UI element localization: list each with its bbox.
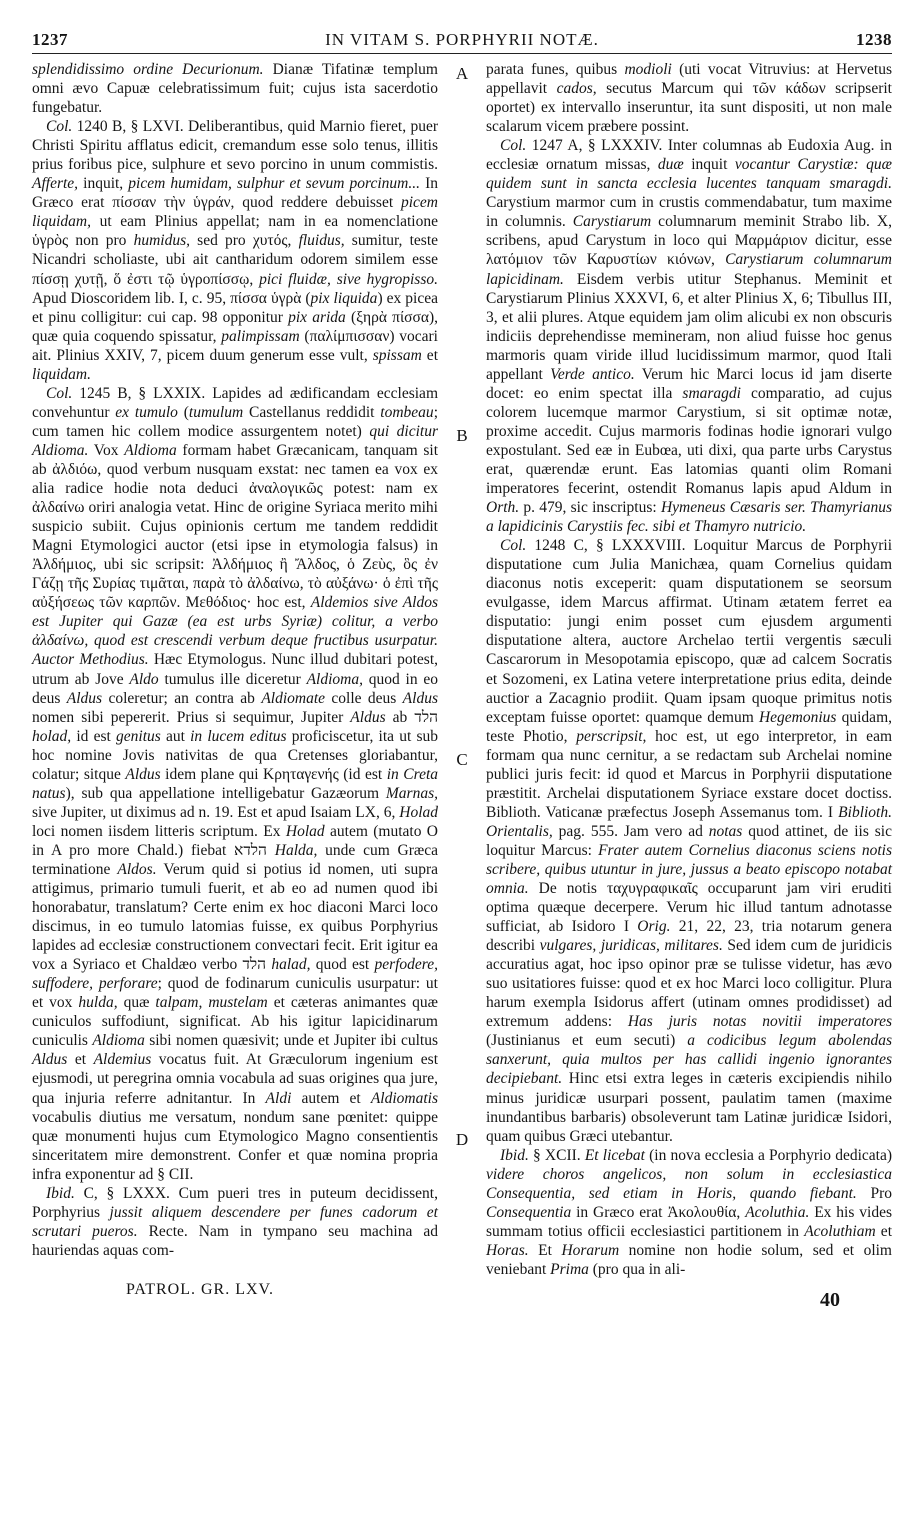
text-run: 1245 B, § LXXIX. Lapides ad ædificandam ecclesiam convehuntur [32,384,438,421]
volume-signature: PATROL. GR. LXV. [126,1281,275,1298]
right-paragraph [486,60,892,136]
text-run: Aldioma, [306,670,363,688]
text-run: idem plane qui Κρηταγενής (id est [160,765,387,783]
text-run: modioli [624,61,672,78]
text-run: Horarum [561,1241,620,1259]
text-run: Prima [550,1260,589,1278]
text-run: Pro [856,1184,892,1202]
text-run: halad, [271,956,311,974]
text-run: notas [708,822,743,840]
text-run: ( [177,403,189,421]
text-run: unde cum Græca terminatione [32,841,438,878]
left-paragraph [32,1184,438,1260]
text-run: comparatio, ad cujus colorem lucemque marmor Carystium, si sit optimæ notæ, proxime accedit. Cujus marmoris fodinas hodie ignorari vulgo expostulant. Sed eæ in Eubœa, uti dixi, qua parte urbs Carystus erat, quærendæ erunt. Eas latomias quanti olim Romani imperatores fecerint, ostendit Romanus lapis apud Aldum in [486,384,892,498]
text-run: loci nomen iisdem litteris scriptum. Ex [32,822,286,840]
text-run: humidus, [133,232,190,250]
text-columns [32,60,892,1279]
text-run: vocantur Carystiæ: quæ quidem sunt in sancta ecclesia lucentes tanquam smaragdi. [486,156,893,193]
text-run: Aldemius [93,1051,152,1069]
text-run: (Justinianus et eum secuti) [486,1032,688,1050]
margin-letter-a: A [455,64,469,83]
text-run: In Græco erat πίσσαν τὴν ὑγράν, quod reddere debuisset [32,175,438,212]
text-run: coleretur; an contra ab [102,689,262,707]
text-run: proficiscetur, ita ut sub hoc nomine Jovis nativitas de qua Cretenses gloriabantur, colatur; sitque [32,727,438,783]
text-run: 1247 A, § LXXXIV. Inter columnas ab Eudoxia Aug. in ecclesiæ ornatum missas, [486,137,892,174]
text-run: Apud Dioscoridem lib. I, c. 95, πίσσα ὑγρὰ ( [32,289,311,307]
text-run: cados, [556,80,597,98]
text-run: nomen sibi pepererit. Prius si sequimur, Jupiter [32,708,351,726]
text-run: genitus [116,727,161,745]
text-run: Aldemios sive Aldos est Jupiter qui Gazæ (ea est urbs Syriæ) colitur, a verbo ἀλδαίνω, quod est crescendi verbum deque fructibus usurpatur. Auctor Methodius. [32,594,439,669]
text-run: Halda, [274,841,318,859]
text-run: Aldos. [117,860,157,878]
text-run: spissam [372,346,422,364]
text-run: Frater autem Cornelius diaconus sciens notis scribere, quibus utuntur in jure, jussus a beato episcopo notabat omnia. [486,841,892,898]
text-run: Col. [46,384,73,402]
text-run: Aldus [66,689,103,707]
text-run: vulgares, juridicas, militares. [539,937,723,955]
text-run: in lucem editus [190,727,287,745]
text-run: ex tumulo [115,403,178,421]
text-run: Consequentia [486,1203,572,1221]
text-run: Orth. [486,499,520,517]
text-run: et [875,1222,892,1240]
text-run: Carystium marmor cum in crustis commendabatur, tum maxime in columnis. [486,194,892,231]
text-run: sive Jupiter, ut diximus ad n. 19. Est et apud Isaiam LX, 6, [32,803,400,821]
text-run: jussit aliquem descendere per funes cadorum et scrutari pueros. [32,1203,438,1240]
text-run: palimpissam [221,327,300,345]
text-run: Holad [285,822,325,840]
text-run: Hegemonius [758,708,837,726]
text-run: hulda, [78,994,118,1012]
text-run: Et licebat [584,1146,645,1164]
text-run: holad, [32,727,72,745]
text-run: Aldus [32,1051,68,1069]
text-run: Recte. Nam in tympano seu machina ad hauriendas aquas com- [32,1222,438,1259]
left-paragraph [32,384,438,1184]
text-run: 1240 B, § LXVI. Deliberantibus, quid Marnio fieret, puer Christi Spiritu afflatus edicit, cremandum esse solo tenus, illitis prius foribus pice, sulphure et sevo porcino in unum commistis. [32,118,438,174]
text-run: aut [160,727,191,745]
text-run: autem et [291,1089,371,1107]
text-run: perfodere, suffodere, perforare [32,956,438,993]
text-run: splendidissimo ordine Decurionum. [32,61,264,78]
margin-letters [451,60,473,1279]
text-run: Ibid. [46,1184,75,1202]
text-run: sumitur, teste Nicandri scholiaste, ubi ait cantharidum odorem similem esse πίσσῃ χυτῇ, ὅ ἐστι τῷ ὑγροπίσσῳ, [32,232,439,288]
text-run: (παλίμπισσαν) vocari ait. Plinius XXIV, 7, picem duum generum esse vult, [32,327,438,364]
text-run: autem (mutato O in A pro more Chald.) fiebat הלדא [32,822,439,859]
right-paragraph [486,136,892,536]
right-paragraph [486,536,892,1146]
text-run: (pro qua in ali- [588,1260,686,1278]
text-run: Verum quid si potius id nomen, uti supra attigimus, primario tumuli fuerit, et ab eo ad numen quod ibi honorabatur, translatum? Certe enim ex hoc diaconi Marci loco discimus, in eo tumulo latomias fuisse, ex quibus Porphyrius lapides ad ecclesiæ constructionem convectari fecit. Erit igitur ea vox a Syriaco et Chaldæo verbo הלד [32,860,438,974]
text-run: quæ [117,994,156,1012]
text-run: nomine non hodie solum, sed et olim veniebant [486,1241,892,1278]
text-run: ab הלד [385,708,438,726]
text-run: Hymeneus Cæsaris ser. Thamyrianus a lapidicinis Carystiis fec. sibi et Thamyro nutricio. [486,499,892,536]
text-run: Aldiomatis [370,1089,439,1107]
text-run: hoc est, ut ego interpretor, in eam formam qua nunc cernitur, a se redactam sub Archelai nomine publici juris fecit: id quod et Marcus in Porphyrii disputatione præstitit. Archelai disputationem Syriace exstare docet doctiss. Biblioth. Vaticanæ præfectus Joseph Assemanus tom. I [486,727,892,821]
right-column [486,60,892,1279]
text-run: 21, 22, 23, tria notarum genera describi [486,918,893,955]
text-run: § XCII. [528,1146,585,1164]
text-run: ) ex picea et pinu colligitur: cui cap. 98 opponitur [32,289,438,326]
text-run: pici fluidæ, sive hygropisso. [259,270,438,288]
text-run: pag. 555. Jam vero ad [552,822,709,840]
left-paragraph [32,60,438,117]
text-run: Verum hic Marci locus id jam diserte docet: eo enim spectat illa [486,365,892,402]
text-run: Horas. [486,1241,529,1259]
text-run: Orig. [637,918,671,936]
text-run: 1248 C, § LXXXVIII. Loquitur Marcus de Porphyrii disputatione cum Julia Manichæa, quam Cornelius quidam diaconus notis exceperit: quam disputationem se seorsum evulgasse, idem Marcus affirmat. Utinam ætatem ferret ea disputatio: jungi enim posset cum ejusdem argumenti disputatione altera, auctore Archelao tertii vergentis sæculi Cascarorum in Mesopotamia episcopo, quæ ad calcem Socratis et Sozomeni, ex Latina vetere interpretatione prius edita, deinde auctior a Zacagnio prodiit. Quam ipsam quoque primitus notis exceptam fuisse oportet: quamque demum [486,537,892,726]
text-run: Sed idem cum de juridicis accuratius agat, hoc ipso opinor præ se tulisse videtur, has ævo suo usitatiores fuisse: quod et ex hoc Marci loco colligitur. Plura harum exempla Isidorus affert (utinam omnes prodidisset) ad extremum addens: [486,937,892,1031]
text-run: quod est [310,956,375,974]
text-run: vocatus fuit. At Græculorum ingenium est ejusmodi, ut peregrina omnia vocabula ad suas origines qua jure, qua injuria referre adnitantur. In [32,1051,438,1107]
text-run: Marnas, [385,784,438,802]
text-run: Carystiarum [572,213,652,231]
text-run: Aldioma [124,441,177,459]
text-run: tumulum [188,403,244,421]
text-run: quod attinet, de iis sic loquitur Marcus: [486,822,892,859]
text-run: tumulus ille diceretur [158,670,307,688]
text-run: duæ [657,156,684,174]
text-run: parata funes, quibus [486,61,625,78]
text-run: Castellanus reddidit [243,403,381,421]
text-run: ), sub qua appellatione intelligebatur Gazæorum [65,784,386,802]
text-run: smaragdi [682,384,741,402]
text-run: ; cum tamen hic collem modice assurgentem notet) [32,403,438,440]
text-run: Verde antico. [550,365,635,383]
text-run: videre choros angelicos, non solum in ecclesiastica Consequentia, sed etiam in Horis, quando fiebant. [486,1165,892,1202]
text-run: p. 479, sic inscriptus: [519,499,661,517]
text-run: perscripsit, [576,727,647,745]
running-header [32,30,892,54]
signature-number: 40 [820,1289,840,1311]
text-run: secutus Marcum qui τῶν κάδων scripserit oportet) ex intervallo inseruntur, ita sunt dispositi, ut non male scalarum vicem præbere possint. [486,80,892,136]
text-run: Aldioma [92,1032,145,1050]
text-run: Aldiomate [261,689,326,707]
text-run: ut eam Plinius appellat; nam in ea nomenclatione ὑγρὸς non pro [32,213,438,250]
column-number-right: 1238 [855,30,892,49]
text-run: pix liquida [310,289,378,307]
text-run: C, § LXXX. Cum pueri tres in puteum decidissent, Porphyrius [32,1184,438,1221]
text-run: (uti vocat Vitruvius: at Hervetus appellavit [486,61,892,98]
text-run: Aldi [265,1089,292,1107]
text-run: qui dicitur Aldioma. [32,422,438,459]
text-run: et [67,1051,94,1069]
text-run: formam habet Græcanicam, tanquam sit ab ἀλδιόω, quod verbum nusquam exstat: nec tamen ea vox ex alia radice hodie nota deduci ἀναλογικῶς potest: nam ex ἀλδαίνω oriri analogia vetat. Hinc de origine Syriaca merito mihi suspicio subiit. Cujus opinionis certum me tandem reddidit Magni Etymologici auctor (etsi ipse in etymologia falsus) in Ἀλδήμιος, ubi sic scripsit: Ἀλδήμιος ἢ Ἄλδος, ὁ Ζεὺς, ὃς ἐν Γάζῃ τῆς Συρίας τιμᾶται, παρὰ τὸ ἀλδαίνω, τὸ αὐξάνω· ὁ ἐπὶ τῆς αὐξήσεως τῶν καρπῶν. Μεθόδιος· hoc est, [32,441,438,612]
text-run: quod in eo deus [32,670,439,707]
text-run: Col. [500,137,527,155]
left-paragraph [32,117,438,384]
text-run: Col. [500,537,527,555]
text-run: Et [528,1241,562,1259]
text-run: inquit [683,156,735,174]
text-run: (ξηρὰ πίσσα), quæ quia coquendo spissatur, [32,308,438,345]
text-run: Ex his vides summam totius officii ecclesiastici partitionem in [486,1203,892,1240]
margin-letter-b: B [456,426,468,445]
text-run: Has juris notas novitii imperatores [627,1013,892,1031]
text-run: Eisdem verbis utitur Stephanus. Meminit et Carystiarum Plinius XXXVI, 6, et alter Plinius X, 6; Tibullus III, 3, et alii plures. Atque equidem jam olim alicubi ex non obscuris indiciis deprehendisse memineram, non aliud fuisse hoc genus marmoris quam viride illud lucidissimum marmor, quod Itali appellant [486,270,892,383]
text-run: inquit, [78,175,129,193]
text-run: Aldus [350,708,386,726]
text-run: et cæteras animantes quæ cuniculos suffodiunt, significat. Ab his igitur lapicidinarum cuniculis [32,994,439,1050]
text-run: in Græco erat Ἀκολουθία, [571,1203,746,1221]
text-run: Col. [46,118,73,136]
text-run: quidam, teste Photio, [486,708,892,745]
text-run: id est [71,727,117,745]
text-run: Carystiarum columnarum lapicidinam. [486,251,892,288]
text-run: Afferte, [32,175,79,193]
text-run: vocabulis diutius me versatum, nondum sane pœnitet: quippe quæ monumenti hujus cum Etymologico Magno consentientis sinceritatem mire demonstrent. Confer et quæ nomina propria infra exponentur ad § CII. [32,1108,438,1183]
text-run: a codicibus legum abolendas sanxerunt, quia multos per has callidi ingenio ignorantes decipiebant. [486,1032,892,1088]
text-run: ; quod de fodinarum cuniculis usurpatur: ut et vox [32,975,438,1012]
text-run: Acoluthiam [804,1222,876,1240]
text-run: fluidus, [298,232,345,250]
text-run: et [421,346,438,364]
text-run: picem liquidam, [32,194,438,231]
right-paragraph [486,1146,892,1279]
text-run: Vox [88,441,125,459]
text-run: columnarum meminit Strabo lib. X, scribens, apud Carystum in loco qui Μαρμάριον dicitur, esse λατόμιον τῶν Καρυστίων κιόνων, [486,213,893,269]
text-run: Acoluthia. [745,1203,810,1221]
text-run: talpam, mustelam [155,994,268,1012]
text-run: Hinc etsi extra leges in cæteris excipiendis nihilo minus juridicæ usurpari possent, paulatim tamen (maxime inundantibus barbaris) obsoleverunt tam Latinæ juridicæ Isidori, quam quibus Græci utebantur. [486,1070,892,1145]
text-run: tombeau [380,403,434,421]
text-run: Dianæ Tifatinæ templum omni ævo Capuæ celebratissimum fuit; cujus ista sacerdotio fungebatur. [32,61,438,117]
text-run: Ibid. [500,1146,529,1164]
text-run: De notis ταχυγραφικαῖς occuparunt jam viri eruditi optima quæque decerpere. Verum hic illud tantum adnotasse sufficiat, ab Isidoro I [486,880,892,936]
column-number-left: 1237 [32,30,68,49]
margin-letter-c: C [456,750,468,769]
text-run: liquidam. [32,365,91,383]
text-run: pix arida [288,308,346,326]
text-run: in Creta natus [32,765,439,802]
text-run: picem humidam, sulphur et sevum porcinum... [128,175,420,193]
text-run: Aldus [402,689,438,707]
text-run: Biblioth. Orientalis, [486,803,892,840]
text-run: colle deus [325,689,403,707]
text-run: Holad [399,803,438,821]
left-column [32,60,438,1279]
page-footer [32,1279,892,1319]
text-run: (in nova ecclesia a Porphyrio dedicata) [644,1146,893,1164]
text-run: Aldo [129,670,159,688]
text-run: sed pro χυτός, [190,232,299,250]
running-title: IN VITAM S. PORPHYRII NOTÆ. [325,30,599,49]
text-run: Hæc Etymologus. Nunc illud dubitari potest, utrum ab Jove [32,651,438,688]
text-run: sibi nomen quæsivit; unde et Jupiter ibi cultus [144,1032,438,1050]
text-run: Aldus [125,765,161,783]
margin-letter-d: D [455,1130,469,1149]
